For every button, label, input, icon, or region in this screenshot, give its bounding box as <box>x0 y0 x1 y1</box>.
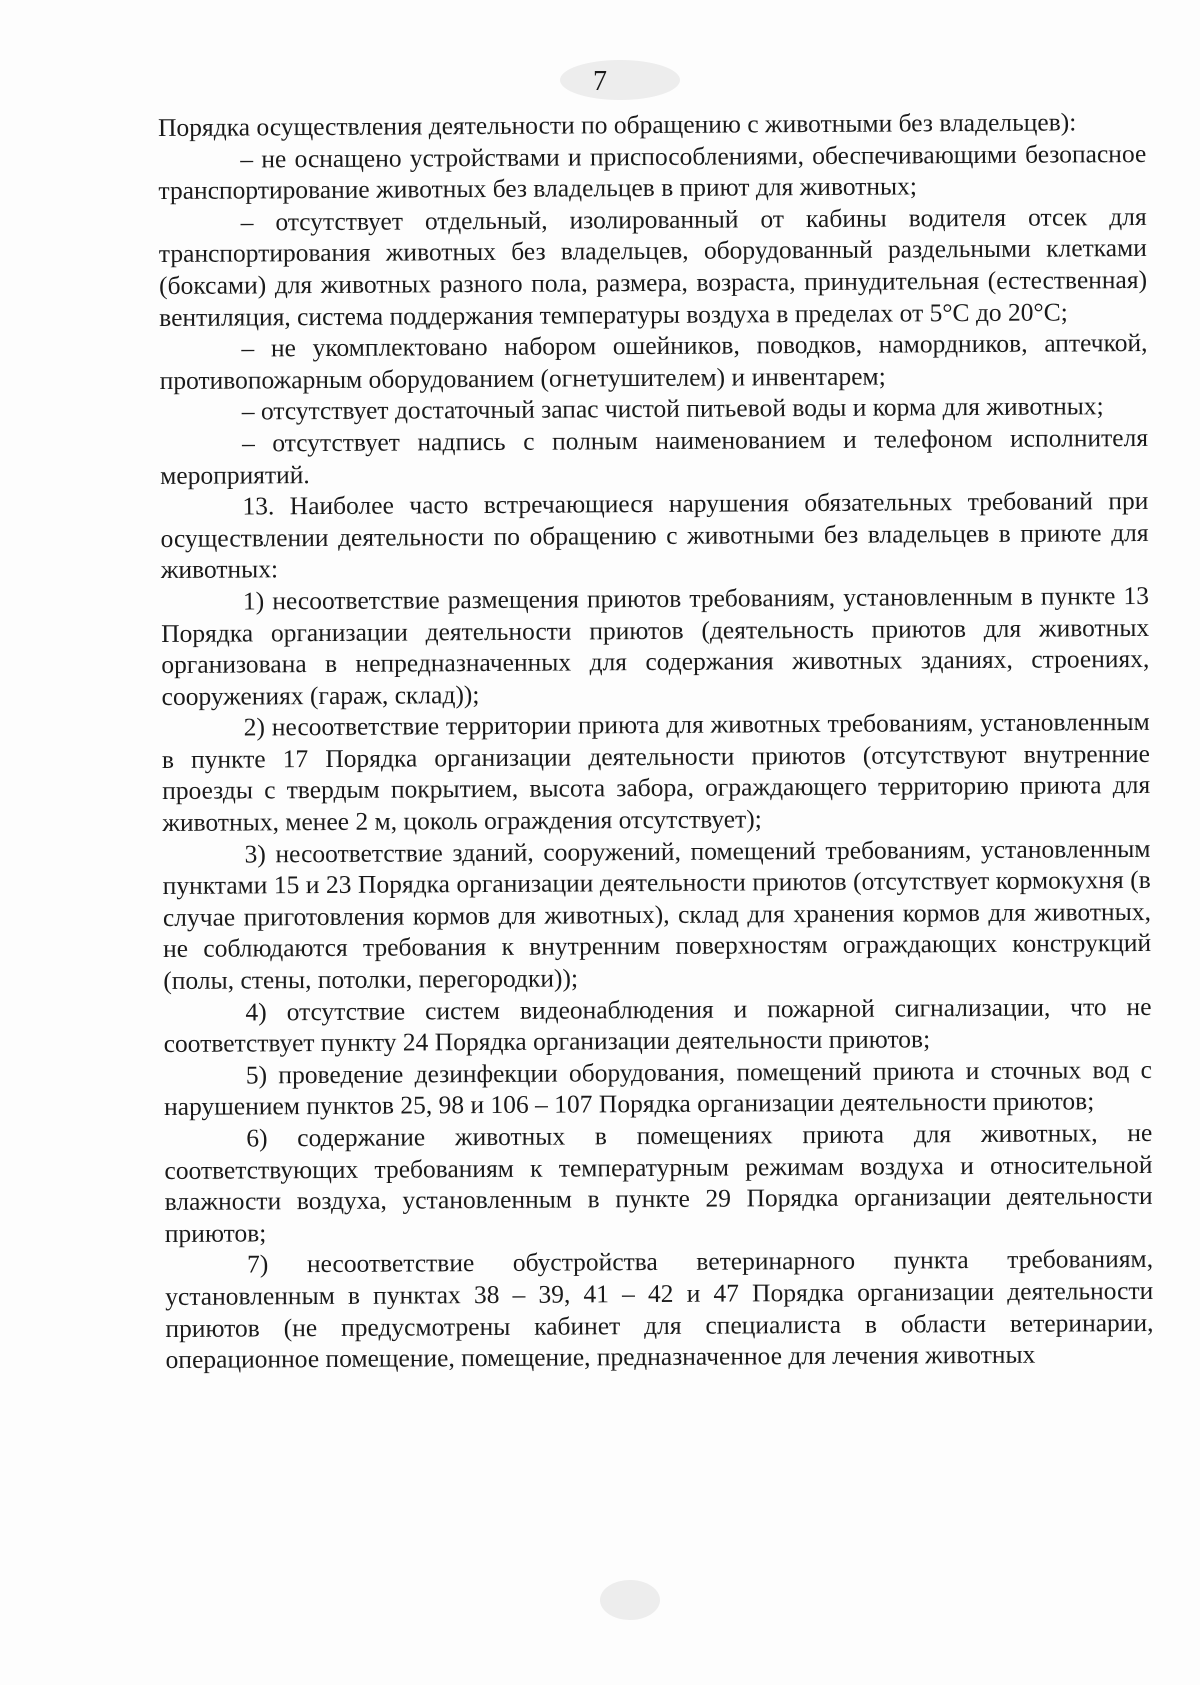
paragraph: – не укомплектовано набором ошейников, поводков, намордников, аптечкой, противопожарным оборудованием (огнетушителем) и инвентарем; <box>159 328 1148 395</box>
paragraph: – отсутствует отдельный, изолированный от кабины водителя отсек для транспортирования животных без владельцев, оборудованный раздельными клетками (боксами) для животных разного пола, размера, возраста, принудительная (естественная) вентиляция, система поддержания температуры воздуха в пределах от 5°С до 20°С; <box>158 201 1148 332</box>
paragraph: 3) несоответствие зданий, сооружений, помещений требованиям, установленным пунктами 15 и 23 Порядка организации деятельности приютов (отсутствует кормокухня (в случае приготовления кормов для животных), склад для хранения кормов для животных, не соблюдаются требования к внутренним поверхностям ограждающих конструкций (полы, стены, потолки, перегородки)); <box>162 833 1152 996</box>
paragraph: 13. Наиболее часто встречающиеся нарушения обязательных требований при осуществлении деятельности по обращению с животными без владельцев в приюте для животных: <box>160 486 1149 585</box>
paragraph: 6) содержание животных в помещениях приюта для животных, не соответствующих требованиям к температурным режимам воздуха и относительной влажности воздуха, установленным в пункте 29 Порядка организации деятельности приютов; <box>164 1117 1153 1248</box>
paragraph: 7) несоответствие обустройства ветеринарного пункта требованиям, установленным в пунктах 38 – 39, 41 – 42 и 47 Порядка организации деятельности приютов (не предусмотрены кабинет для специалиста в области ветеринарии, операционное помещение, помещение, предназначенное для лечения животных <box>165 1244 1154 1375</box>
paragraph: – отсутствует надпись с полным наименованием и телефоном исполнителя мероприятий. <box>160 422 1149 490</box>
paragraph: 5) проведение дезинфекции оборудования, помещений приюта и сточных вод с нарушением пунктов 25, 98 и 106 – 107 Порядка организации деятельности приютов; <box>163 1054 1152 1122</box>
paragraph: – отсутствует достаточный запас чистой питьевой воды и корма для животных; <box>241 391 1104 426</box>
paragraph: 2) несоответствие территории приюта для животных требованиям, установленным в пункте 17 Порядка организации деятельности приютов (отсутствуют внутренние проезды с твердым покрытием, высота забора, ограждающего территорию приюта для животных, менее 2 м, цоколь ограждения отсутствует); <box>161 707 1151 838</box>
paragraph: 1) несоответствие размещения приютов требованиям, установленным в пункте 13 Порядка организации деятельности приютов (деятельность приютов для животных организована в непредназначенных для содержания животных зданиях, строениях, сооружениях (гараж, склад)); <box>161 580 1150 711</box>
paragraph: 4) отсутствие систем видеонаблюдения и пожарной сигнализации, что не соответствует пункту 24 Порядка организации деятельности приютов; <box>163 991 1152 1059</box>
scan-speck <box>600 1580 660 1620</box>
paragraph: – не оснащено устройствами и приспособлениями, обеспечивающими безопасное транспортирование животных без владельцев в приют для животных; <box>158 138 1147 206</box>
paragraph: Порядка осуществления деятельности по обращению с животными без владельцев): <box>158 107 1077 142</box>
document-body <box>158 106 1154 1376</box>
page-number: 7 <box>593 66 607 97</box>
